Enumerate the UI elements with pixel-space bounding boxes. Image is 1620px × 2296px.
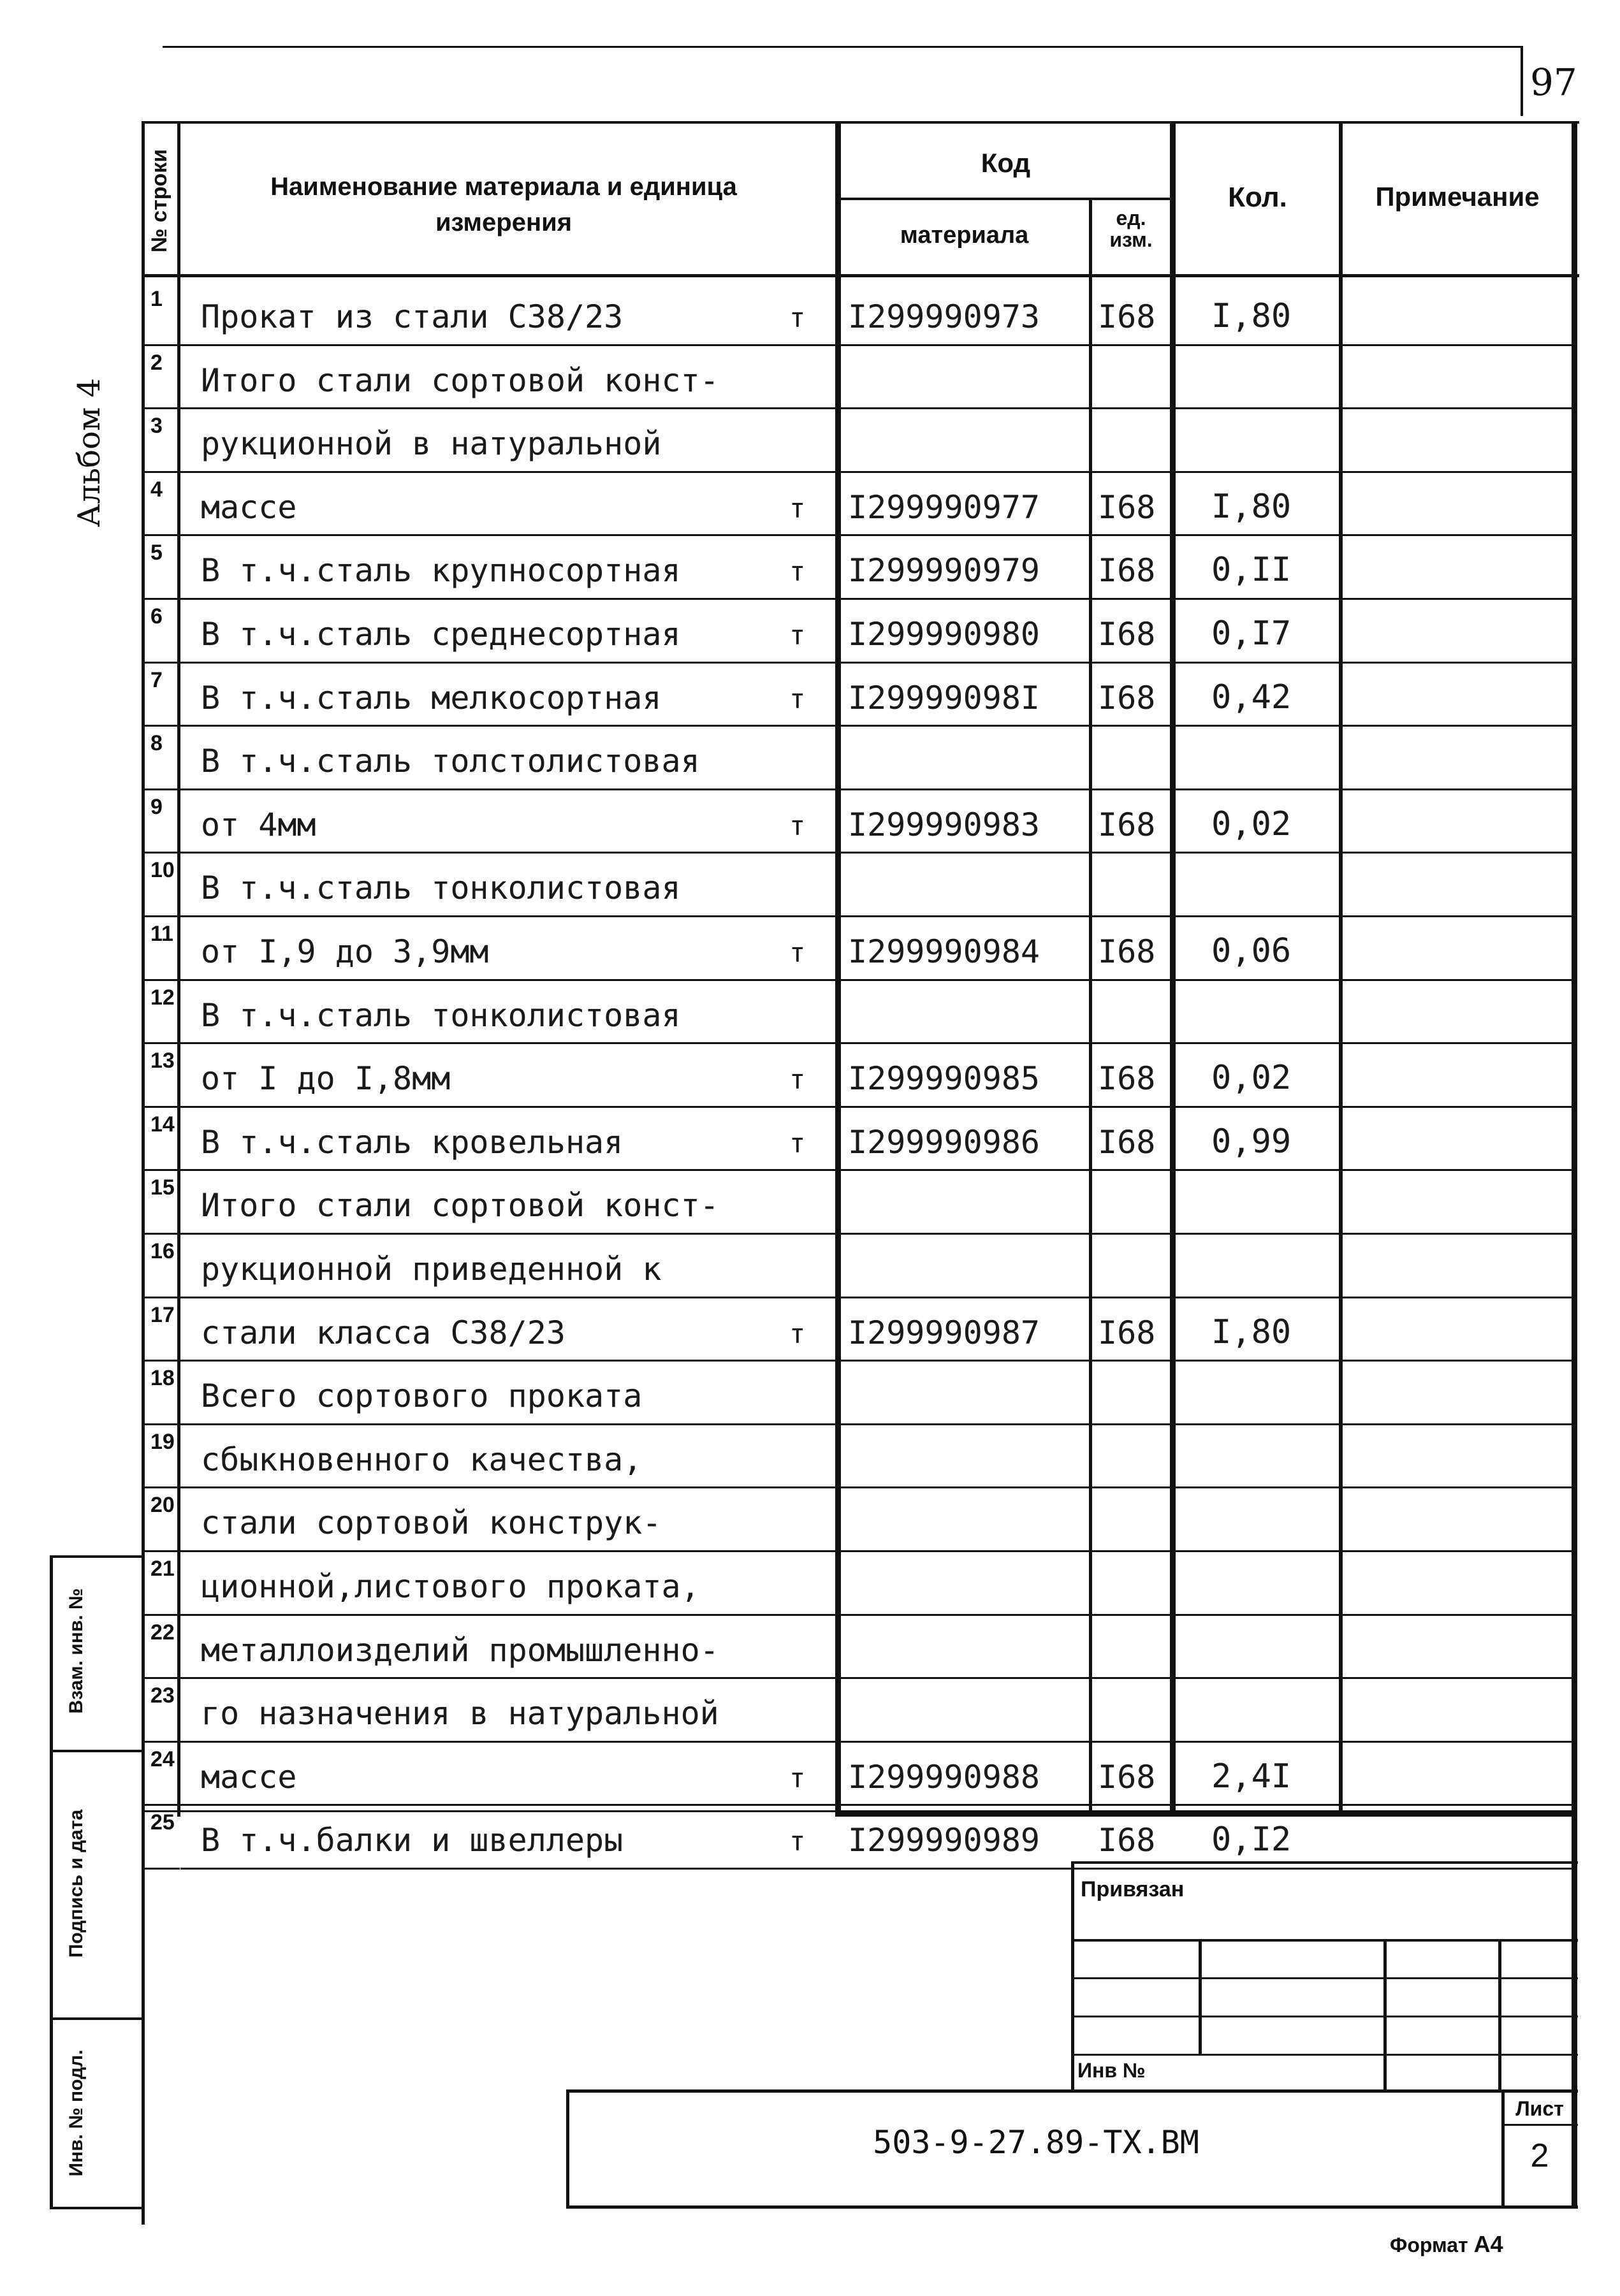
row-divider [180, 1486, 1573, 1488]
row-quantity: 2,4I [1211, 1757, 1292, 1796]
row-name: стали класса С38/23 [201, 1314, 566, 1351]
row-unit: т [789, 1318, 806, 1349]
row-number-divider [142, 662, 180, 664]
row-divider [180, 725, 1573, 727]
row-quantity: I,80 [1211, 297, 1292, 335]
row-quantity: 0,II [1211, 551, 1292, 589]
row-number-divider [142, 1042, 180, 1044]
row-number-divider [142, 725, 180, 727]
row-quantity: 0,I7 [1211, 614, 1292, 653]
row-number-divider [142, 979, 180, 981]
row-material-code: I299990977 [848, 489, 1040, 526]
row-divider [180, 1423, 1573, 1425]
inv-no-label: Инв № [1077, 2059, 1146, 2082]
row-name: от I,9 до 3,9мм [201, 933, 489, 970]
row-name: В т.ч.сталь среднесортная [201, 616, 681, 653]
row-unit: т [789, 620, 806, 651]
row-name: В т.ч.сталь крупносортная [201, 552, 681, 589]
row-material-code: I299990987 [848, 1314, 1040, 1351]
row-name: рукционной приведенной к [201, 1251, 662, 1288]
row-number-divider [142, 1360, 180, 1362]
top-rule [163, 46, 1521, 48]
material-code-header: материала [900, 222, 1029, 249]
row-divider [180, 598, 1573, 600]
row-number-divider [142, 1297, 180, 1298]
row-quantity: I,80 [1211, 1313, 1292, 1351]
code-header: Код [981, 148, 1031, 178]
format-value: А4 [1473, 2231, 1503, 2257]
row-divider [180, 1804, 1573, 1806]
row-number-divider [142, 1868, 180, 1870]
row-unit-code: I68 [1098, 616, 1156, 653]
row-material-code: I299990989 [848, 1822, 1040, 1859]
page-number-box-edge [1521, 46, 1523, 116]
row-unit-code: I68 [1098, 489, 1156, 526]
row-unit-code: I68 [1098, 933, 1156, 970]
row-material-code: I299990984 [848, 933, 1040, 970]
row-quantity: 0,02 [1211, 1059, 1292, 1097]
row-divider [180, 662, 1573, 664]
row-number: 2 [150, 351, 163, 375]
row-number: 1 [150, 287, 163, 311]
row-unit: т [789, 302, 806, 333]
row-quantity: 0,I2 [1211, 1820, 1292, 1859]
row-number-divider [142, 1169, 180, 1171]
row-name: В т.ч.сталь мелкосортная [201, 679, 662, 716]
row-name: Итого стали сортовой конст- [201, 1187, 719, 1224]
row-divider [180, 1677, 1573, 1679]
row-name: стали сортовой конструк- [201, 1504, 662, 1541]
row-unit: т [789, 937, 806, 968]
row-divider [180, 1614, 1573, 1616]
row-unit-code: I68 [1098, 806, 1156, 843]
row-number: 5 [150, 541, 163, 565]
row-name: В т.ч.сталь тонколистовая [201, 869, 681, 906]
row-number: 4 [150, 477, 163, 502]
row-divider [180, 915, 1573, 917]
row-name: сбыкновенного качества, [201, 1441, 643, 1478]
row-unit: т [789, 1762, 806, 1794]
unit-code-header: ед. изм. [1109, 207, 1153, 251]
row-number: 9 [150, 795, 163, 819]
row-name: массе [201, 1759, 297, 1796]
row-number: 17 [150, 1303, 175, 1327]
row-divider [180, 344, 1573, 346]
privyazan-label: Привязан [1081, 1877, 1185, 1901]
row-material-code: I299990985 [848, 1060, 1040, 1097]
row-number-divider [142, 1741, 180, 1743]
qty-header: Кол. [1228, 182, 1287, 213]
row-unit-code: I68 [1098, 1822, 1156, 1859]
name-header: Наименование материала и единица измерения [270, 173, 737, 236]
row-material-code: I299990988 [848, 1759, 1040, 1796]
row-unit-code: I68 [1098, 1124, 1156, 1161]
row-unit: т [789, 1064, 806, 1095]
row-unit: т [789, 683, 806, 715]
row-number-divider [142, 471, 180, 473]
row-name: В т.ч.балки и швеллеры [201, 1822, 624, 1859]
row-number: 10 [150, 858, 175, 882]
row-unit-code: I68 [1098, 1060, 1156, 1097]
row-material-code: I299990986 [848, 1124, 1040, 1161]
row-name: ционной,листового проката, [201, 1568, 700, 1605]
row-material-code: I299990980 [848, 616, 1040, 653]
row-divider [180, 1868, 1573, 1870]
row-name: металлоизделий промышленно- [201, 1632, 719, 1669]
format-label: Формат [1390, 2234, 1468, 2256]
stamp-vzam-inv: Взам. инв. № [66, 1588, 87, 1714]
row-number-divider [142, 534, 180, 536]
row-name: В т.ч.сталь тонколистовая [201, 997, 681, 1034]
document-code: 503-9-27.89-ТХ.ВМ [873, 2124, 1199, 2161]
sheet-number: 2 [1530, 2137, 1549, 2174]
row-material-code: I299990973 [848, 298, 1040, 335]
row-unit: т [789, 1128, 806, 1159]
row-name: В т.ч.сталь толстолистовая [201, 743, 700, 780]
row-name: В т.ч.сталь кровельная [201, 1124, 624, 1161]
row-material-code: I299990979 [848, 552, 1040, 589]
row-name: Прокат из стали С38/23 [201, 298, 624, 335]
row-number: 8 [150, 731, 163, 755]
row-quantity: 0,02 [1211, 805, 1292, 843]
row-quantity: 0,06 [1211, 932, 1292, 970]
row-divider [180, 1106, 1573, 1108]
row-number-divider [142, 1423, 180, 1425]
row-number: 20 [150, 1493, 175, 1517]
row-divider [180, 1233, 1573, 1235]
row-unit-code: I68 [1098, 1314, 1156, 1351]
row-number-divider [142, 344, 180, 346]
row-number-divider [142, 1550, 180, 1552]
row-number: 19 [150, 1430, 175, 1454]
row-number-divider [142, 1486, 180, 1488]
row-divider [180, 979, 1573, 981]
row-unit: т [789, 810, 806, 841]
row-number: 15 [150, 1175, 175, 1200]
row-name: го назначения в натуральной [201, 1695, 719, 1732]
sheet-label: Лист [1515, 2097, 1564, 2120]
row-name: массе [201, 489, 297, 526]
row-divider [180, 1169, 1573, 1171]
stamp-inv-podl: Инв. № подл. [66, 2049, 87, 2177]
row-unit: т [789, 493, 806, 524]
row-name: от 4мм [201, 806, 316, 843]
row-number: 11 [150, 922, 173, 946]
row-number: 22 [150, 1620, 175, 1645]
row-number: 12 [150, 985, 175, 1010]
row-number-divider [142, 1677, 180, 1679]
row-divider [180, 534, 1573, 536]
row-number: 3 [150, 414, 163, 438]
note-header: Примечание [1375, 182, 1540, 212]
row-number-divider [142, 1106, 180, 1108]
row-material-code: I299990983 [848, 806, 1040, 843]
row-name: рукционной в натуральной [201, 425, 662, 462]
row-number-divider [142, 852, 180, 854]
row-divider [180, 1042, 1573, 1044]
row-divider [180, 407, 1573, 409]
row-divider [180, 852, 1573, 854]
row-quantity: I,80 [1211, 488, 1292, 526]
row-number: 25 [150, 1810, 175, 1835]
row-name: Итого стали сортовой конст- [201, 362, 719, 399]
page-number: 97 [1530, 61, 1577, 104]
row-number-divider [142, 1804, 180, 1806]
row-unit-code: I68 [1098, 552, 1156, 589]
stamp-podpis-data: Подпись и дата [66, 1809, 87, 1958]
row-unit-code: I68 [1098, 298, 1156, 335]
row-number-divider [142, 407, 180, 409]
stamp-left-edge [50, 1555, 53, 2209]
row-number: 7 [150, 668, 163, 692]
row-material-code: I29999098I [848, 679, 1040, 716]
row-number-divider [142, 1614, 180, 1616]
row-unit-code: I68 [1098, 679, 1156, 716]
row-number-header: № строки [147, 149, 171, 253]
album-label: Альбом 4 [71, 378, 107, 527]
row-number: 6 [150, 604, 163, 628]
row-quantity: 0,42 [1211, 678, 1292, 716]
row-number: 23 [150, 1683, 175, 1708]
row-divider [180, 471, 1573, 473]
row-divider [180, 1297, 1573, 1298]
row-number: 24 [150, 1747, 175, 1771]
row-divider [180, 1360, 1573, 1362]
row-number: 18 [150, 1366, 175, 1390]
row-unit-code: I68 [1098, 1759, 1156, 1796]
row-number: 16 [150, 1239, 175, 1263]
row-unit: т [789, 1826, 806, 1857]
row-divider [180, 788, 1573, 790]
row-unit: т [789, 556, 806, 587]
row-number: 14 [150, 1112, 175, 1137]
row-number-divider [142, 915, 180, 917]
row-number: 13 [150, 1049, 175, 1073]
row-number-divider [142, 788, 180, 790]
row-name: от I до I,8мм [201, 1060, 451, 1097]
row-name: Всего сортового проката [201, 1377, 643, 1414]
row-number-divider [142, 1233, 180, 1235]
row-divider [180, 1550, 1573, 1552]
row-divider [180, 1741, 1573, 1743]
row-quantity: 0,99 [1211, 1123, 1292, 1161]
row-number: 21 [150, 1557, 175, 1581]
row-number-divider [142, 598, 180, 600]
